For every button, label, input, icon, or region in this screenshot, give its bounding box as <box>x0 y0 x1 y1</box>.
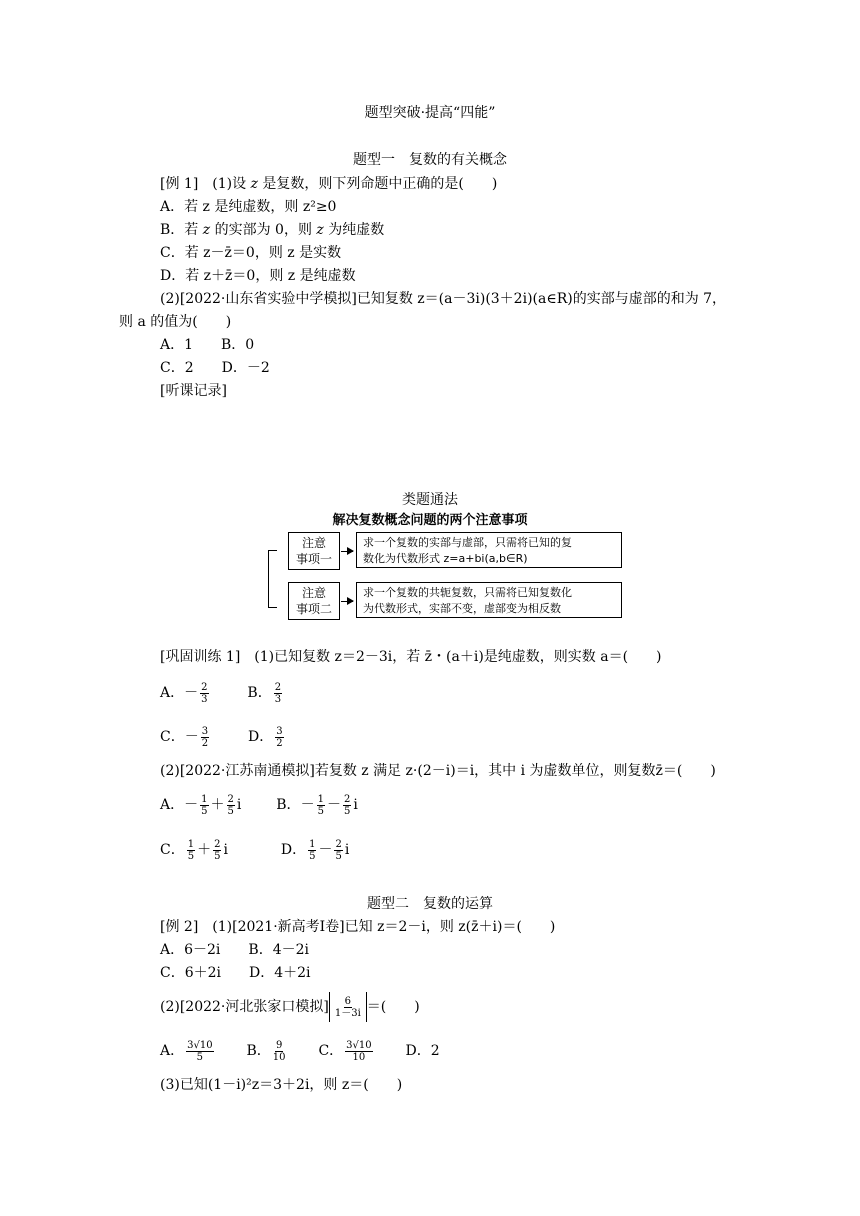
practice1-q1: [巩固训练 1] (1)已知复数 z＝2－3i，若 z̄・(a＋i)是纯虚数，则实数 a＝( ) <box>160 649 662 665</box>
practice1-q2-row2 <box>160 837 349 863</box>
diagram-bracket <box>268 550 277 608</box>
option-b: B．－ $\frac{1}{5}$ － $\frac{2}{5}$ i <box>276 793 358 817</box>
notes-label: [听课记录] <box>160 383 227 399</box>
option-a: A． $\frac{3√10}{5}$ <box>160 1039 213 1063</box>
example1-q2-options-1: A．1 B．0 <box>160 337 255 353</box>
diagram-box-1: 求一个复数的实部与虚部，只需将已知的复 数化为代数形式 z=a+bi(a,b∈R) <box>356 532 622 568</box>
option-b: B． $\frac{2}{3}$ <box>247 681 282 705</box>
section-title: 题型一 复数的有关概念 <box>353 152 507 168</box>
example2-q1-options-1: A．6－2i B．4－2i <box>160 942 309 958</box>
example2-q2-options <box>160 1037 440 1065</box>
example1-q2-line2: 则 a 的值为( ) <box>119 314 232 330</box>
option-c: C．－ $\frac{3}{2}$ <box>160 725 209 749</box>
option-b: B．若 z 的实部为 0，则 z 为纯虚数 <box>160 222 385 238</box>
diagram-arrow-2 <box>341 601 353 602</box>
option-b: B． $\frac{9}{10}$ <box>246 1039 286 1063</box>
option-c: C． $\frac{1}{5}$ ＋ $\frac{2}{5}$ i <box>160 838 228 862</box>
practice1-q1-row1 <box>160 680 284 706</box>
option-d: D．2 <box>405 1043 440 1059</box>
option-c: C． $\frac{3√10}{10}$ <box>318 1039 372 1063</box>
diagram <box>280 532 610 632</box>
option-a: A．若 z 是纯虚数，则 z²≥0 <box>160 199 337 215</box>
diagram-arrow-1 <box>341 551 353 552</box>
example1-q1: [例 1] (1)设 z 是复数，则下列命题中正确的是( ) <box>160 176 498 192</box>
practice1-q2-row1 <box>160 792 358 818</box>
example2-q1-options-2: C．6＋2i D．4＋2i <box>160 965 311 981</box>
absolute-value: $\frac{6}{1-3i}$ <box>329 992 367 1022</box>
option-d: D．若 z＋z̄＝0，则 z 是纯虚数 <box>160 268 356 284</box>
example2-q3: (3)已知(1－i)²z＝3＋2i，则 z＝( ) <box>160 1077 403 1093</box>
section-title: 题型二 复数的运算 <box>367 896 493 912</box>
example1-q2-line1: (2)[2022·山东省实验中学模拟]已知复数 z＝(a－3i)(3＋2i)(a∈R)的实部与虚部的和为 7， <box>160 291 727 307</box>
option-a: A．－ $\frac{1}{5}$ ＋ $\frac{2}{5}$ i <box>160 793 242 817</box>
example1-q2-options-2: C．2 D．－2 <box>160 360 270 376</box>
practice1-q2: (2)[2022·江苏南通模拟]若复数 z 满足 z·(2－i)＝i，其中 i 为虚数单位，则复数z̄＝( ) <box>160 763 716 779</box>
methods-heading: 类题通法 <box>402 492 458 508</box>
example2-q2: (2)[2022·河北张家口模拟] $\frac{6}{1-3i}$ ＝( ) <box>160 992 420 1022</box>
diagram-label-2: 注意 事项二 <box>288 582 340 620</box>
practice1-q1-row2 <box>160 724 286 750</box>
diagram-label-1: 注意 事项一 <box>288 532 340 570</box>
option-c: C．若 z－z̄＝0，则 z 是实数 <box>160 245 342 261</box>
diagram-box-2: 求一个复数的共轭复数，只需将已知复数化 为代数形式，实部不变，虚部变为相反数 <box>356 582 622 618</box>
option-a: A．－ $\frac{2}{3}$ <box>160 681 208 705</box>
option-d: D． $\frac{3}{2}$ <box>248 725 283 749</box>
page-title: 题型突破·提高“四能” <box>364 105 496 121</box>
option-d: D． $\frac{1}{5}$ － $\frac{2}{5}$ i <box>280 838 350 862</box>
example2-q1: [例 2] (1)[2021·新高考Ⅰ卷]已知 z＝2－i，则 z(z̄＋i)＝( ) <box>160 919 556 935</box>
diagram-title: 解决复数概念问题的两个注意事项 <box>332 513 528 528</box>
